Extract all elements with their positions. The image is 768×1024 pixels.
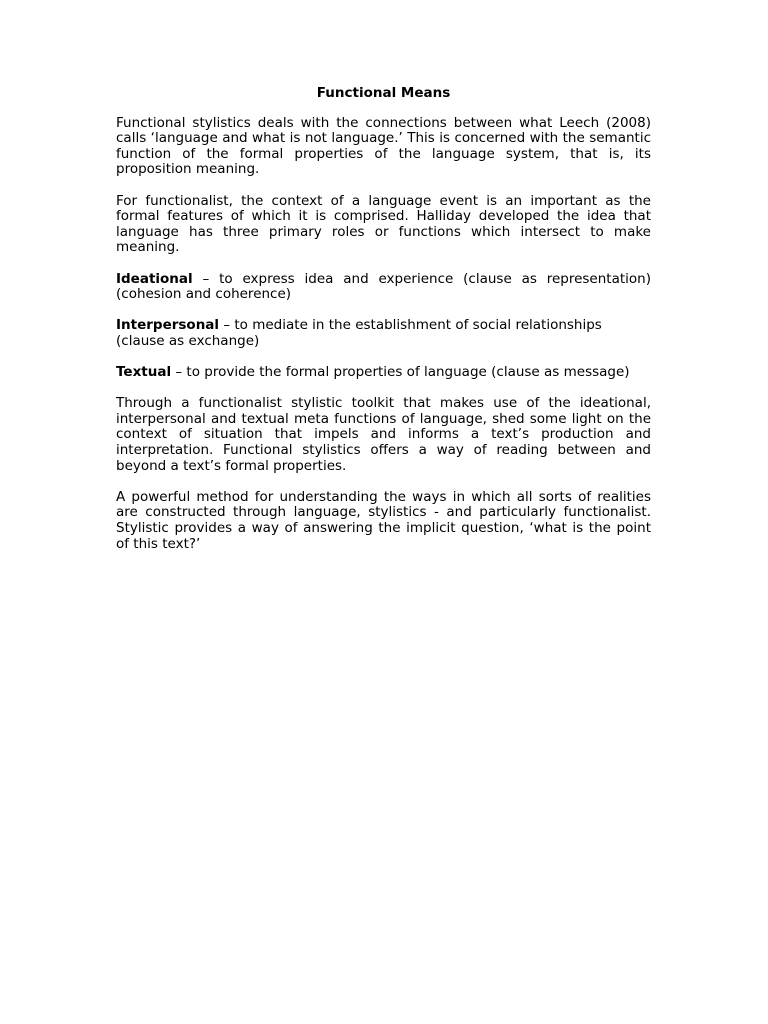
paragraph-toolkit: Through a functionalist stylistic toolkit that makes use of the ideational, interpersonal and textual meta functions of language, shed some light on the context of situation that impels and informs a text’s production and interpretation. Functional stylistics offers a way of reading between and beyond a text’s formal properties. [116, 395, 651, 474]
function-description: – to express idea and experience (clause as representation) (cohesion and coherence) [116, 270, 651, 303]
document-title: Functional Means [316, 85, 451, 101]
paragraph-intro: Functional stylistics deals with the connections between what Leech (2008) calls ‘language and what is not language.’ This is concerned with the semantic function of the formal properties of the language system, that is, its proposition meaning. [116, 114, 651, 178]
function-term: Ideational [116, 270, 193, 287]
document-page [116, 86, 651, 568]
paragraph-method: A powerful method for understanding the ways in which all sorts of realities are constructed through language, stylistics - and particularly functionalist. Stylistic provides a way of answering the implicit question, ‘what is the point of this text?’ [116, 488, 651, 552]
function-description: – to mediate in the establishment of social relationships (clause as exchange) [116, 317, 602, 349]
paragraph-halliday: For functionalist, the context of a language event is an important as the formal features of which it is comprised. Halliday developed the idea that language has three primary roles or functions which intersect to make meaning. [116, 192, 651, 256]
function-interpersonal [116, 318, 651, 349]
function-description: – to provide the formal properties of language (clause as message) [171, 364, 630, 381]
function-term: Interpersonal [116, 317, 220, 334]
function-ideational [116, 272, 651, 303]
function-term: Textual [116, 364, 172, 381]
function-textual [116, 365, 651, 381]
